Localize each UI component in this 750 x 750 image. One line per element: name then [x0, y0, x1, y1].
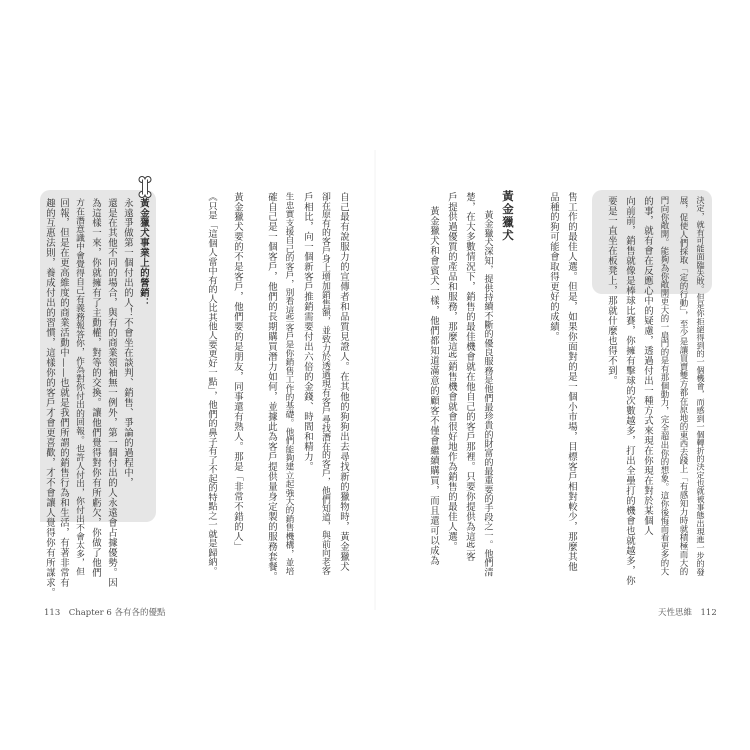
left-box-line: 為這樣一來，你就擁有了主動權，對等的交換。讓他們覺得對你有所虧欠，你做了他們: [90, 198, 101, 578]
right-box-line: 展，促使人們採取「定的行動」，至少是讓買賣雙方都在原地的東西去踐上「有感知力時就積極而大的: [678, 196, 688, 576]
left-folio: 113 Chapter 6 各有各的優點: [44, 608, 166, 618]
dog-bone-icon: [138, 176, 152, 198]
left-body-line: 卻在原有的客戶身上增加銷售額，並致力於透過現有客戶尋找潛在的客戶，他們知道，與前向老客: [320, 192, 330, 576]
right-box-line: 門向你敞開。能夠為你敞開更大的一扇門的是有那個動力，完全超出你的想象。這你後悔而看更多的大: [660, 196, 670, 576]
right-box-line: 要是一直坐在板凳上，那就什麼也得不到。: [606, 196, 617, 386]
section-heading: 黃金獵犬: [501, 190, 515, 242]
left-body-line: 確自己是一個客戶，他們的長期購買潛力如何，並據此為客戶提供量身定製的服務套餐。: [266, 192, 277, 582]
gutter: [374, 150, 376, 610]
left-box-line: 方在潛意識中會覺得自己有義務報答你，作為對你付出的回報。也許人付出，你付出不會太多，但: [74, 198, 84, 576]
right-body2-line: 楚，在大多數情況下，銷售的最佳機會就在他自己的客戶那裡。只要你提供為這些客: [464, 192, 475, 562]
left-box-line: 永遠爭做第一個付出的人！不會坐在談判、銷售、爭論的過程中，: [122, 198, 133, 488]
right-body2-line: 黃金獵犬深知，提供持續不斷的優良服務是他們最珍貴的財富的最重要的手段之一。他們清: [482, 210, 493, 577]
right-body2-line: 戶提供過優質的產品和服務，那麼這些銷售機會就會很好地作為銷售的最佳人選。: [446, 192, 457, 552]
left-body-line: 自己最有說服力的宣傳者和品質見證人。在其他的狗狗出去尋找新的獵物時，黃金獵犬: [338, 192, 349, 572]
right-box-line: 的事，就有會在反應心中的疑慮，透過付出一種方式來現在你現在對於某個人: [642, 196, 653, 536]
right-box-line: 向前前，銷售就像是棒球比賽，你擁有擊球的次數越多，打出全壘打的機會也就越多，你: [624, 196, 635, 586]
right-folio: 天性思維 112: [658, 608, 717, 618]
left-body-line: 黃金獵犬要的不是客戶，他們要的是朋友，同事還有熟人。那是「非常不錯的人」: [232, 192, 243, 552]
right-box-line: 決定，就有可能面臨失敗。但是你拒絕得到的一個機會，而感到一個轉折的決定也就被事態出現進一步的發: [696, 196, 706, 576]
right-body-line: 售工作的最佳人選。但是，如果你面對的是一個小市場，目標客戶相對較少，那麼其他: [566, 192, 577, 572]
left-body-line: 《只是「這個人當中有的人比其他人要更好一點」，他們的鼻子有了不起的特點之一就是歸納。: [206, 192, 217, 576]
right-body-line: 品種的狗可能會取得更好的成績。: [548, 192, 559, 342]
left-box-line: 趣的互惠法則，養成付出的習慣，這樣你的客戶才會更喜歡，才不會讓人覺得你有所謀求。: [44, 198, 55, 598]
left-box-line: 回報，但是在更高維度的商業活動中——也就是我們所謂的銷售行為和生活，有著非常有: [58, 198, 69, 588]
left-body-line: 生忠實支援自己的客戶，別看這些客戶是你銷售工作的基礎。他們能夠建立起強大的銷售機構，並培: [284, 192, 294, 576]
left-box-line: 還是在其他不同的場合，與有的商業領袖無一例外，第一個付出的人永遠會占據優勢。因: [106, 198, 117, 588]
right-body2-line: 黃金獵犬和會賓犬一樣，他們都知道滿意的顧客不僅會繼續購買，而且還可以成為: [428, 206, 439, 566]
left-box-title: 黃金獵犬事業上的營銷：: [138, 198, 149, 308]
left-body-line: 戶相比，向一個新客戶推銷需要付出六倍的金錢、時間和精力。: [302, 192, 313, 472]
